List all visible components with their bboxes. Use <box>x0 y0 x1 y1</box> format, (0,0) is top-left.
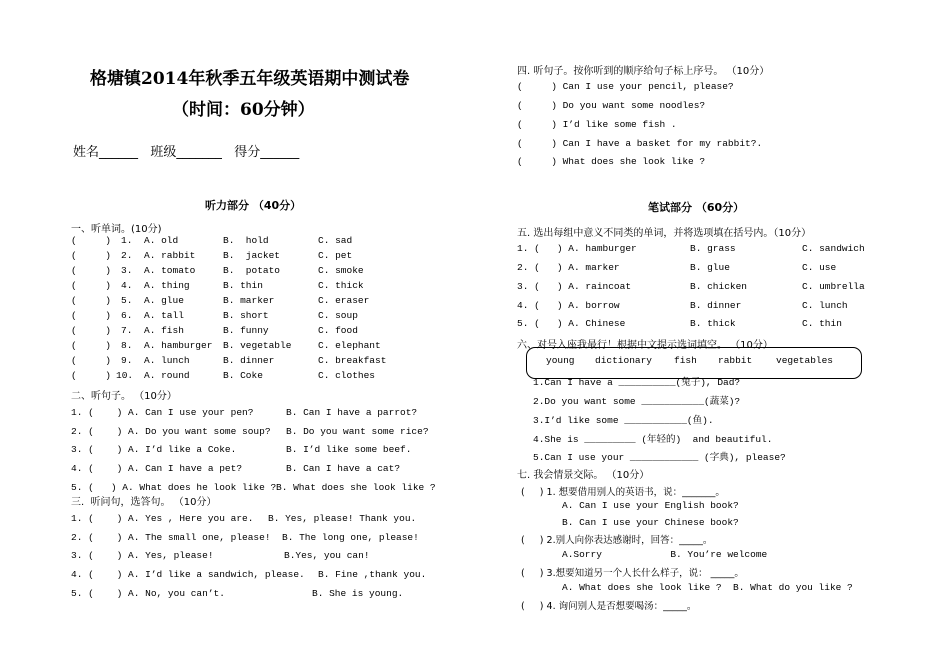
sec5-item-2-c: C. use <box>802 262 837 273</box>
item-number: 9. <box>121 355 133 366</box>
option-b: B. dinner <box>223 355 275 366</box>
sec5-item-4-a: 4. ( ) A. borrow <box>517 300 620 311</box>
option-b: B. funny <box>223 325 269 336</box>
option-c: C. pet <box>318 250 353 261</box>
sec3-title: 三. 听问句，选答句。 （10分） <box>71 497 217 508</box>
option-a: A. round <box>144 370 190 381</box>
option-b: B. short <box>223 310 269 321</box>
sec5-item-1-b: B. grass <box>690 243 736 254</box>
answer-paren[interactable]: ( ) <box>71 250 111 261</box>
item-number: 5. <box>121 295 133 306</box>
option-c: C. smoke <box>318 265 364 276</box>
answer-paren[interactable]: ( ) <box>71 370 111 381</box>
answer-paren[interactable]: ( ) <box>71 310 111 321</box>
answer-paren[interactable]: ( ) <box>71 280 111 291</box>
sec2-item-4-b: B. Can I have a cat? <box>286 463 401 474</box>
sec2-item-2-b: B. Do you want some rice? <box>286 426 429 437</box>
sec2-item-2-a: 2. ( ) A. Do you want some soup? <box>71 426 271 437</box>
sec2-item-1-b: B. Can I have a parrot? <box>286 407 418 418</box>
item-number: 1. <box>121 235 133 246</box>
answer-paren[interactable]: ( ) <box>71 340 111 351</box>
sec5-item-3-c: C. umbrella <box>802 281 865 292</box>
sec2-item-1-a: 1. ( ) A. Can I use your pen? <box>71 407 254 418</box>
option-a: A. thing <box>144 280 190 291</box>
option-c: C. breakfast <box>318 355 387 366</box>
sec4-item-2: ( ) Do you want some noodles? <box>517 100 706 111</box>
sec3-item-2-b: B. The long one, please! <box>282 532 419 543</box>
sec5-item-1-c: C. sandwich <box>802 243 865 254</box>
option-b: B. thin <box>223 280 263 291</box>
item-number: 7. <box>121 325 133 336</box>
option-a: A. glue <box>144 295 184 306</box>
option-b: B. jacket <box>223 250 281 261</box>
sec2-item-3-b: B. I’d like some beef. <box>286 444 412 455</box>
sec3-item-1-b: B. Yes, please! Thank you. <box>268 513 417 524</box>
sec3-item-5-b: B. She is young. <box>312 588 404 599</box>
sec4-item-4: ( ) Can I have a basket for my rabbit?. <box>517 138 763 149</box>
item-number: 2. <box>121 250 133 261</box>
word-bank-item: dictionary <box>595 355 653 366</box>
option-a: A. fish <box>144 325 184 336</box>
sec3-item-5-a: 5. ( ) A. No, you can’t. <box>71 588 225 599</box>
option-a: A. rabbit <box>144 250 196 261</box>
sec5-title: 五. 选出每组中意义不同类的单词，并将选项填在括号内。（10分） <box>517 228 812 239</box>
sec7-item-1: ( ) 1. 想要借用别人的英语书，说：_______。 <box>521 487 725 498</box>
sec7-item-4: ( ) 4. 询问别人是否想要喝汤：_____。 <box>521 601 697 612</box>
written-header: 笔试部分 （60分） <box>648 201 745 214</box>
sec5-item-2-b: B. glue <box>690 262 730 273</box>
answer-paren[interactable]: ( ) <box>71 295 111 306</box>
sec1-title: 一、听单词。(10分) <box>71 224 162 235</box>
sec5-item-3-b: B. chicken <box>690 281 748 292</box>
sec4-item-3: ( ) I’d like some fish . <box>517 119 677 130</box>
sec7-item-3-options: A. What does she look like ? B. What do you like ? <box>562 582 853 593</box>
exam-title: 格塘镇2014年秋季五年级英语期中测试卷 <box>90 69 410 89</box>
option-a: A. hamburger <box>144 340 213 351</box>
sec2-item-5-a: 5. ( ) A. What does he look like ? <box>71 482 277 493</box>
sec5-item-4-c: C. lunch <box>802 300 848 311</box>
item-number: 4. <box>121 280 133 291</box>
answer-paren[interactable]: ( ) <box>71 355 111 366</box>
sec3-item-4-a: 4. ( ) A. I’d like a sandwich, please. <box>71 569 305 580</box>
listening-header: 听力部分 （40分） <box>205 199 302 212</box>
option-b: B. vegetable <box>223 340 292 351</box>
sec7-item-3: ( ) 3.想要知道另一个人长什么样子，说： _____。 <box>521 568 744 579</box>
option-c: C. food <box>318 325 358 336</box>
sec4-item-1: ( ) Can I use your pencil, please? <box>517 81 734 92</box>
sec6-item-4: 4.She is _________ (年轻的) and beautiful. <box>533 434 773 445</box>
answer-paren[interactable]: ( ) <box>71 235 111 246</box>
sec7-title: 七. 我会情景交际。 （10分） <box>517 470 650 481</box>
sec4-title: 四. 听句子。按你听到的顺序给句子标上序号。 （10分） <box>517 66 770 77</box>
item-number: 10. <box>116 370 134 381</box>
sec5-item-5-a: 5. ( ) A. Chinese <box>517 318 626 329</box>
sec2-item-3-a: 3. ( ) A. I’d like a Coke. <box>71 444 237 455</box>
option-c: C. eraser <box>318 295 370 306</box>
sec6-item-1: 1.Can I have a __________(兔子), Dad? <box>533 377 741 388</box>
word-bank-item: young <box>546 355 575 366</box>
sec3-item-4-b: B. Fine ,thank you. <box>318 569 427 580</box>
sec2-title: 二、听句子。 （10分） <box>71 391 177 402</box>
option-b: B. potato <box>223 265 281 276</box>
option-a: A. lunch <box>144 355 190 366</box>
sec7-item-2-options: A.Sorry B. You’re welcome <box>562 549 768 560</box>
option-a: A. old <box>144 235 179 246</box>
sec5-item-5-b: B. thick <box>690 318 736 329</box>
sec6-title: 六、对号入座我最行！根据中文提示选词填空。 （10分） <box>517 340 773 351</box>
sec3-item-3-b: B.Yes, you can! <box>284 550 370 561</box>
option-c: C. soup <box>318 310 358 321</box>
sec3-item-1-a: 1. ( ) A. Yes , Here you are. <box>71 513 254 524</box>
sec2-item-5-b: B. What does she look like ? <box>276 482 436 493</box>
sec7-item-1-option-b: B. Can I use your Chinese book? <box>562 517 739 528</box>
option-a: A. tall <box>144 310 184 321</box>
word-bank-item: fish <box>674 355 697 366</box>
sec4-item-5: ( ) What does she look like ? <box>517 156 706 167</box>
item-number: 3. <box>121 265 133 276</box>
sec5-item-2-a: 2. ( ) A. marker <box>517 262 620 273</box>
sec3-item-3-a: 3. ( ) A. Yes, please! <box>71 550 214 561</box>
option-c: C. thick <box>318 280 364 291</box>
word-bank-item: vegetables <box>776 355 834 366</box>
sec6-item-3: 3.I’d like some ___________(鱼). <box>533 415 714 426</box>
sec2-item-4-a: 4. ( ) A. Can I have a pet? <box>71 463 243 474</box>
sec6-item-5: 5.Can I use your ____________ (字典), please? <box>533 452 786 463</box>
sec5-item-3-a: 3. ( ) A. raincoat <box>517 281 632 292</box>
item-number: 8. <box>121 340 133 351</box>
sec7-item-2: ( ) 2.别人向你表达感谢时，回答：_____。 <box>521 535 713 546</box>
exam-duration: （时间：60分钟） <box>172 100 315 120</box>
option-c: C. sad <box>318 235 353 246</box>
sec6-item-2: 2.Do you want some ___________(蔬菜)? <box>533 396 741 407</box>
option-c: C. clothes <box>318 370 376 381</box>
option-a: A. tomato <box>144 265 196 276</box>
word-bank-item: rabbit <box>718 355 753 366</box>
option-b: B. Coke <box>223 370 263 381</box>
option-c: C. elephant <box>318 340 381 351</box>
student-info-line: 姓名______ 班级_______ 得分______ <box>73 145 300 160</box>
option-b: B. hold <box>223 235 269 246</box>
sec7-item-1-option-a: A. Can I use your English book? <box>562 500 739 511</box>
sec5-item-1-a: 1. ( ) A. hamburger <box>517 243 637 254</box>
sec5-item-4-b: B. dinner <box>690 300 742 311</box>
answer-paren[interactable]: ( ) <box>71 325 111 336</box>
item-number: 6. <box>121 310 133 321</box>
answer-paren[interactable]: ( ) <box>71 265 111 276</box>
sec5-item-5-c: C. thin <box>802 318 842 329</box>
option-b: B. marker <box>223 295 275 306</box>
sec3-item-2-a: 2. ( ) A. The small one, please! <box>71 532 271 543</box>
